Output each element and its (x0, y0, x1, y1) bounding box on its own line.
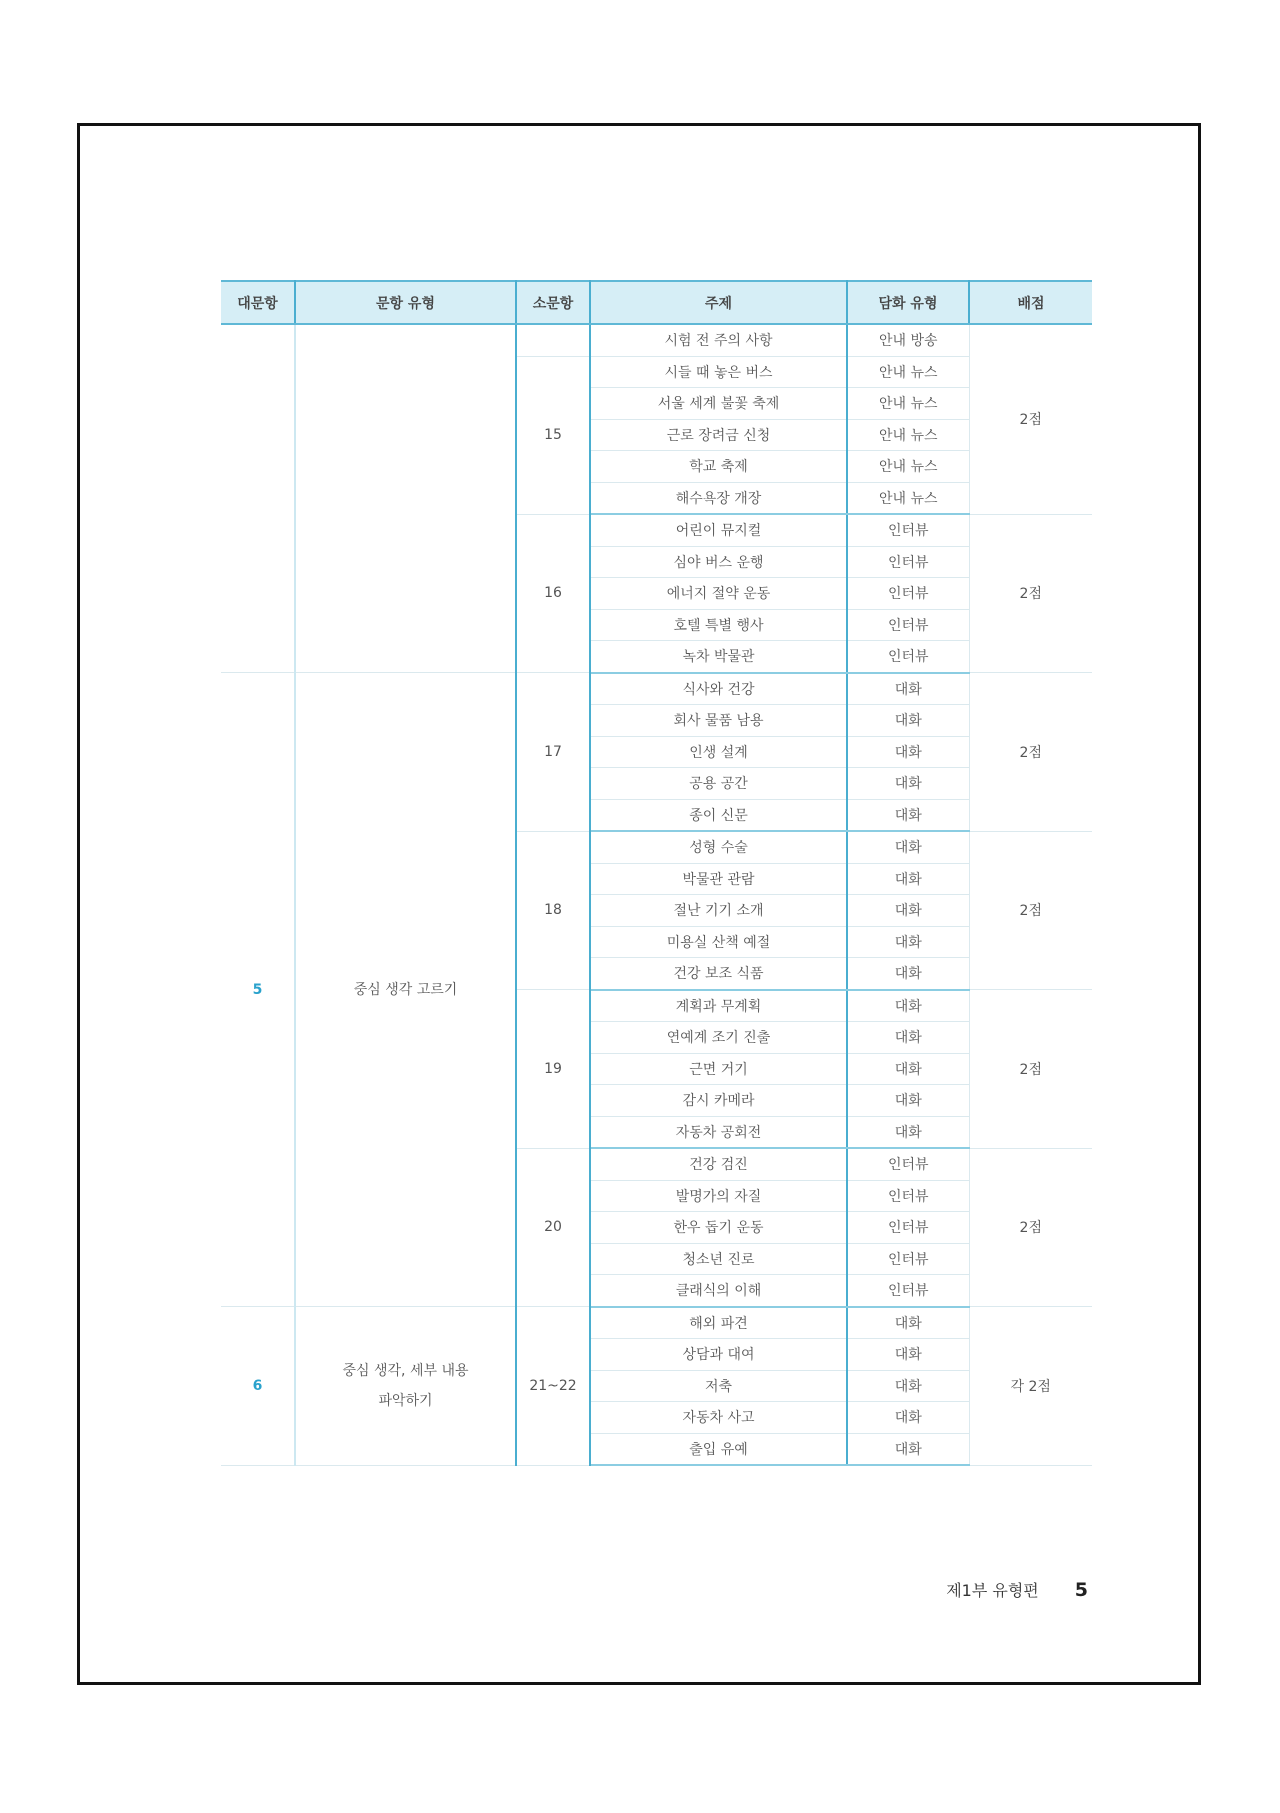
topic-cell: 에너지 절약 운동 (590, 578, 847, 610)
discourse-cell: 대화 (847, 1307, 969, 1339)
discourse-cell: 대화 (847, 1370, 969, 1402)
discourse-cell: 대화 (847, 1085, 969, 1117)
header-type: 문항 유형 (295, 281, 516, 324)
discourse-cell: 인터뷰 (847, 1180, 969, 1212)
page-footer (946, 1578, 1088, 1601)
discourse-cell: 대화 (847, 799, 969, 831)
discourse-cell: 대화 (847, 768, 969, 800)
topic-cell: 상담과 대여 (590, 1339, 847, 1371)
table-row (221, 1307, 1092, 1339)
points-cell: 2점 (969, 831, 1092, 990)
points-cell: 2점 (969, 324, 1092, 514)
points-cell: 2점 (969, 1148, 1092, 1307)
discourse-cell: 대화 (847, 895, 969, 927)
topic-cell: 절난 기기 소개 (590, 895, 847, 927)
major-cell (221, 1307, 295, 1466)
topic-cell: 저축 (590, 1370, 847, 1402)
discourse-cell: 안내 뉴스 (847, 356, 969, 388)
discourse-cell: 인터뷰 (847, 641, 969, 673)
topic-cell: 종이 신문 (590, 799, 847, 831)
topic-cell: 시험 전 주의 사항 (590, 324, 847, 356)
discourse-cell: 대화 (847, 1433, 969, 1465)
major-cell (221, 324, 295, 673)
discourse-cell: 안내 뉴스 (847, 482, 969, 514)
discourse-cell: 인터뷰 (847, 578, 969, 610)
q-cell: 20 (516, 1148, 590, 1307)
discourse-cell: 대화 (847, 705, 969, 737)
discourse-cell: 안내 뉴스 (847, 451, 969, 483)
discourse-cell: 대화 (847, 736, 969, 768)
topic-cell: 자동차 사고 (590, 1402, 847, 1434)
topic-cell: 건강 보조 식품 (590, 958, 847, 990)
topic-cell: 감시 카메라 (590, 1085, 847, 1117)
discourse-cell: 대화 (847, 1402, 969, 1434)
q-cell: 15 (516, 356, 590, 514)
topic-cell: 회사 물품 남용 (590, 705, 847, 737)
discourse-cell: 대화 (847, 958, 969, 990)
topic-cell: 박물관 관람 (590, 863, 847, 895)
topic-cell: 연예계 조기 진출 (590, 1022, 847, 1054)
header-q: 소문항 (516, 281, 590, 324)
discourse-cell: 인터뷰 (847, 1275, 969, 1307)
topic-cell: 건강 검진 (590, 1148, 847, 1180)
topic-cell: 인생 설계 (590, 736, 847, 768)
discourse-cell: 대화 (847, 1339, 969, 1371)
discourse-cell: 대화 (847, 673, 969, 705)
discourse-cell: 인터뷰 (847, 514, 969, 546)
type-line: 파악하기 (378, 1392, 433, 1409)
topic-cell: 미용실 산책 예절 (590, 926, 847, 958)
discourse-cell: 안내 방송 (847, 324, 969, 356)
topic-cell: 클래식의 이해 (590, 1275, 847, 1307)
q-cell: 21~22 (516, 1307, 590, 1466)
topic-cell: 어린이 뮤지컬 (590, 514, 847, 546)
discourse-cell: 대화 (847, 831, 969, 863)
q-cell (516, 324, 590, 356)
topic-cell: 근로 장려금 신청 (590, 419, 847, 451)
points-cell: 2점 (969, 514, 1092, 673)
discourse-cell: 인터뷰 (847, 546, 969, 578)
discourse-cell: 안내 뉴스 (847, 388, 969, 420)
q-cell: 18 (516, 831, 590, 990)
topic-cell: 해외 파견 (590, 1307, 847, 1339)
discourse-cell: 대화 (847, 1116, 969, 1148)
topic-cell: 시들 때 놓은 버스 (590, 356, 847, 388)
discourse-cell: 인터뷰 (847, 1243, 969, 1275)
header-topic: 주제 (590, 281, 847, 324)
q-cell: 16 (516, 514, 590, 673)
type-cell (295, 1307, 516, 1466)
table-header-row (221, 281, 1092, 324)
topic-cell: 서울 세계 불꽃 축제 (590, 388, 847, 420)
topic-cell: 식사와 건강 (590, 673, 847, 705)
points-cell: 2점 (969, 990, 1092, 1149)
topic-cell: 공용 공간 (590, 768, 847, 800)
type-cell (295, 324, 516, 673)
page-number: 5 (1074, 1579, 1088, 1601)
topic-cell: 성형 수술 (590, 831, 847, 863)
discourse-cell: 인터뷰 (847, 1212, 969, 1244)
major-cell (221, 673, 295, 1307)
footer-section-label: 제1부 유형편 (946, 1581, 1039, 1600)
header-major: 대문항 (221, 281, 295, 324)
topic-cell: 자동차 공회전 (590, 1116, 847, 1148)
table-row (221, 324, 1092, 356)
discourse-cell: 인터뷰 (847, 609, 969, 641)
question-spec-table (221, 280, 1092, 1466)
q-cell: 19 (516, 990, 590, 1149)
points-cell: 2점 (969, 673, 1092, 832)
type-cell: 중심 생각 고르기 (295, 673, 516, 1307)
q-cell: 17 (516, 673, 590, 832)
discourse-cell: 대화 (847, 1022, 969, 1054)
topic-cell: 심야 버스 운행 (590, 546, 847, 578)
topic-cell: 출입 유예 (590, 1433, 847, 1465)
discourse-cell: 대화 (847, 926, 969, 958)
topic-cell: 한우 돕기 운동 (590, 1212, 847, 1244)
topic-cell: 호텔 특별 행사 (590, 609, 847, 641)
topic-cell: 계획과 무계획 (590, 990, 847, 1022)
discourse-cell: 대화 (847, 863, 969, 895)
discourse-cell: 인터뷰 (847, 1148, 969, 1180)
table-row (221, 673, 1092, 705)
discourse-cell: 안내 뉴스 (847, 419, 969, 451)
topic-cell: 해수욕장 개장 (590, 482, 847, 514)
topic-cell: 학교 축제 (590, 451, 847, 483)
header-discourse: 담화 유형 (847, 281, 969, 324)
topic-cell: 청소년 진로 (590, 1243, 847, 1275)
type-line: 중심 생각, 세부 내용 (342, 1362, 469, 1379)
topic-cell: 발명가의 자질 (590, 1180, 847, 1212)
major-number: 5 (252, 981, 263, 998)
major-number: 6 (252, 1377, 263, 1394)
discourse-cell: 대화 (847, 1053, 969, 1085)
discourse-cell: 대화 (847, 990, 969, 1022)
topic-cell: 근면 거기 (590, 1053, 847, 1085)
points-cell: 각 2점 (969, 1307, 1092, 1466)
topic-cell: 녹차 박물관 (590, 641, 847, 673)
header-points: 배점 (969, 281, 1092, 324)
